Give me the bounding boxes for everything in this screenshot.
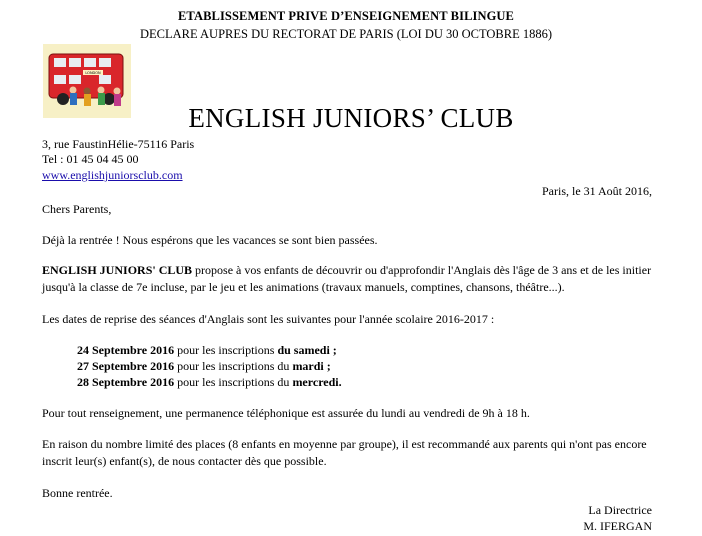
presentation-text: propose à vos enfants de découvrir ou d'approfondir l'Anglais dès l'âge de 3 ans et de les initier jusqu'à la classe de 7e incluse, par le jeu et les animations (travaux manuels, comptines, chansons, théâtre...). — [42, 263, 652, 294]
telephone: Tel : 01 45 04 45 00 — [42, 152, 139, 166]
signature-name: M. IFERGAN — [583, 519, 652, 533]
bus-sign: LONDON — [85, 71, 101, 75]
date-line: Paris, le 31 Août 2016, — [542, 184, 652, 198]
schedule-suffix: ; — [323, 359, 331, 373]
page-title: ENGLISH JUNIORS’ CLUB — [188, 103, 514, 133]
header-line-2: DECLARE AUPRES DU RECTORAT DE PARIS (LOI DU 30 OCTOBRE 1886) — [139, 27, 553, 41]
schedule-item — [77, 375, 342, 390]
schedule-day: du samedi — [277, 343, 330, 357]
schedule-text: pour les inscriptions du — [174, 375, 293, 389]
schedule-suffix: . — [338, 375, 342, 389]
schedule-text: pour les inscriptions — [174, 343, 278, 357]
paragraph-presentation — [42, 262, 667, 296]
header-line-1: ETABLISSEMENT PRIVE D’ENSEIGNEMENT BILINGUE — [178, 9, 514, 23]
schedule-day: mercredi — [292, 375, 339, 389]
schedule-suffix: ; — [329, 343, 337, 357]
closing: Bonne rentrée. — [42, 486, 113, 500]
schedule-date: 24 Septembre 2016 — [77, 343, 175, 357]
schedule-day: mardi — [292, 359, 324, 373]
website-link[interactable]: www.englishjuniorsclub.com — [42, 168, 183, 182]
club-name: ENGLISH JUNIORS' CLUB — [42, 263, 193, 277]
address: 3, rue FaustinHélie-75116 Paris — [42, 137, 195, 151]
paragraph-contact-hours: Pour tout renseignement, une permanence téléphonique est assurée du lundi au vendredi de 9h à 18 h. — [42, 406, 530, 420]
schedule-date: 28 Septembre 2016 — [77, 375, 175, 389]
schedule-item — [77, 359, 331, 374]
paragraph-places: En raison du nombre limité des places (8 enfants en moyenne par groupe), il est recommandé aux parents qui n'ont pas encore inscrit leur(s) enfant(s), de nous contacter dès que possible. — [42, 437, 647, 468]
salutation: Chers Parents, — [42, 202, 112, 216]
paragraph-intro: Déjà la rentrée ! Nous espérons que les vacances se sont bien passées. — [42, 233, 378, 247]
schedule-text: pour les inscriptions du — [174, 359, 293, 373]
paragraph-dates: Les dates de reprise des séances d'Anglais sont les suivantes pour l'année scolaire 2016-2017 : — [42, 312, 495, 326]
signature-role: La Directrice — [588, 503, 652, 517]
schedule-item — [77, 343, 337, 358]
schedule-date: 27 Septembre 2016 — [77, 359, 175, 373]
